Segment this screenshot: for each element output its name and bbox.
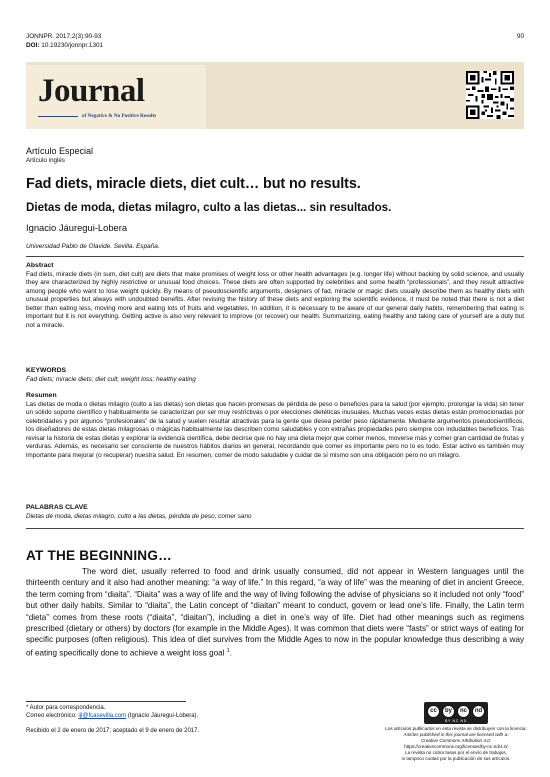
section-body [26, 566, 524, 659]
body-end: . [229, 648, 232, 658]
cc-labels: BY NC ND [445, 719, 467, 723]
keywords-section [26, 367, 524, 384]
license-line-2: Articles published in this journal are licensed with a: [403, 732, 509, 737]
doi-line [26, 42, 103, 51]
reference-mark[interactable]: 1 [226, 647, 230, 654]
palabras-clave-section [26, 504, 524, 521]
running-header [26, 33, 103, 50]
palabras-clave-heading: PALABRAS CLAVE [26, 504, 88, 511]
license-line-3: Creative Commons Attribution 4.0. [420, 738, 492, 743]
body-text: The word diet, usually referred to food and drink usually consumed, did not appear in Western languages until the thirteenth century and it also had another meaning: “a way of life.” In this regard, “a way of life” was the meaning of diet in ancient Greece, the term coming from “diaita”. “Diaita” was a way of life and the way of living following the advise of physicians so it included not only “food” but other daily habits. Similar to “diaita”, the Latin concept of “diaitan” meant to conduct, govern or lead one’s life. Finally, the Latin term “dieta” comes from these roots (“diaita”, “diaitan”), including a diet in one’s way of life. Diet had other meanings such as regimens prescribed (dietary or others) by doctors (for example in the Middle Ages). It was common that diets were “fasts” or strict ways of eating for specific purposes (often religious). This idea of diet survives from the Middle Ages to now in the popular knowledge thus describing a way of eating specifically done to achieve a weight loss goal [26, 567, 524, 658]
doi-link[interactable]: 10.19230/jonnpr.1301 [41, 41, 104, 49]
qr-code-icon[interactable] [466, 71, 514, 119]
body-paragraph [26, 566, 524, 659]
doi-label: DOI: [26, 41, 40, 49]
article-type: Artículo Especial [26, 146, 94, 156]
email-line [26, 712, 198, 720]
journal-tagline: of Negative & No Positive Results [82, 113, 157, 119]
author-affiliation: Universidad Pablo de Olavide. Sevilla. España. [26, 243, 160, 250]
logo-underline [38, 116, 78, 117]
keywords-text: Fad diets; miracle diets; diet cult; weight loss; healthy eating [26, 375, 196, 383]
license-line-6: ni tampoco cuotas por la publicación de sus artículos. [401, 756, 511, 761]
article-title-en: Fad diets, miracle diets, diet cult… but no results. [26, 176, 361, 192]
email-suffix: (Ignacio Jáuregui-Lobera). [127, 713, 199, 719]
license-line-1: Los artículos publicados en esta revista se distribuyen con la licencia: [385, 726, 527, 731]
journal-citation: JONNPR. 2017;2(3):90-93 [26, 33, 102, 40]
cc-icon: cc [427, 705, 440, 718]
page-number: 90 [516, 33, 524, 40]
abstract-text: Fad diets, miracle diets (in sum, diet cult) are diets that make promises of weight loss or other health advantages (e.g. longer life) without backing by solid science, and usually they are characterized by highly restrictive or unusual food choices. These diets are often supported by celebrities and some health “professionals”, and they result attractive among people who want to lose weight quickly. By means of pseudoscientific arguments, designers of fad, miracle or magic diets usually describe them as healthy diets with unusual properties but always with undoubted benefits. After revising the history of these diets and exploring the scientific evidence, it must be noted that there is not a diet better than eating less, moving more and eating lots of fruits and vegetables. In addition, it is necessary to be aware of our general daily habits, remembering that eating is important but it is not everything. Getting active is also very relevant to improve (or recover) our health. Summarizing, eating healthy and taking care of yourself are a duty but not a miracle. [26, 270, 524, 329]
resumen-text: Las dietas de moda o dietas milagro (culto a las dietas) son dietas que hacen promesas de pérdida de peso o beneficios para la salud (por ejemplo, prolongar la vida) sin tener un sólido soporte científico y habitualmente se caracterizan por ser muy restrictivas o por elecciones dietéticas inusuales. Muchas veces estas dietas están promocionadas por celebridades y por algunos “profesionales” de la salud y suelen resultar atractivas para la gente que desea perder peso rápidamente. Mediante argumentos pseudocientíficos, los diseñadores de estas dietas milagrosas o mágicas habitualmente las describen como saludables y con extrañas propiedades pero siempre con indudables beneficios. Tras revisar la historia de estas dietas y explorar la evidencia científica, debe decirse que no hay una dieta mejor que comer menos, moverse más y comer gran cantidad de frutas y verduras. Además, es necesario ser consciente de nuestros hábitos diarios en general, recordando que comer es importante pero no lo es todo. Estar activo es también muy importante para mejorar (o recuperar) nuestra salud. En resumen, comer de modo saludable y cuidar de sí mismo son una obligación pero no un milagro. [26, 400, 524, 459]
journal-banner [26, 62, 524, 129]
email-label: Correo electrónico: [26, 713, 77, 719]
resumen-heading: Resumen [26, 392, 57, 399]
journal-logo: Journal [38, 73, 145, 109]
article-title-es: Dietas de moda, dietas milagro, culto a las dietas... sin resultados. [26, 201, 392, 214]
divider-bottom [26, 528, 524, 529]
cc-nd-icon: nd [472, 705, 485, 718]
cc-by-icon: by [442, 705, 455, 718]
license-line-5: La revista no cobra tasas por el envío de trabajos, [405, 750, 507, 755]
cc-license-badge[interactable] [424, 702, 488, 724]
palabras-clave-text: Dietas de moda, dietas milagro, culto a las dietas, pérdida de peso, comer sano [26, 512, 252, 520]
keywords-heading: KEYWORDS [26, 367, 67, 374]
email-link[interactable]: ijl@fcasevilla.com [78, 713, 127, 719]
license-text [382, 726, 530, 762]
author-name: Ignacio Jáuregui-Lobera [26, 222, 128, 233]
divider-top [26, 256, 524, 257]
resumen-section [26, 392, 524, 460]
abstract-section [26, 262, 524, 330]
article-language: Artículo inglés [26, 157, 65, 164]
correspondence-note: * Autor para correspondencia. [26, 705, 106, 711]
license-url[interactable]: https://creativecommons.org/licenses/by-nc-nd/4.0/ [404, 744, 508, 749]
section-heading: AT THE BEGINNING… [26, 548, 172, 563]
abstract-heading: Abstract [26, 262, 54, 269]
cc-nc-icon: nc [457, 705, 470, 718]
footnote-divider [26, 701, 186, 702]
received-dates: Recibido el 2 de enero de 2017; aceptado el 9 de enero de 2017. [26, 728, 200, 734]
